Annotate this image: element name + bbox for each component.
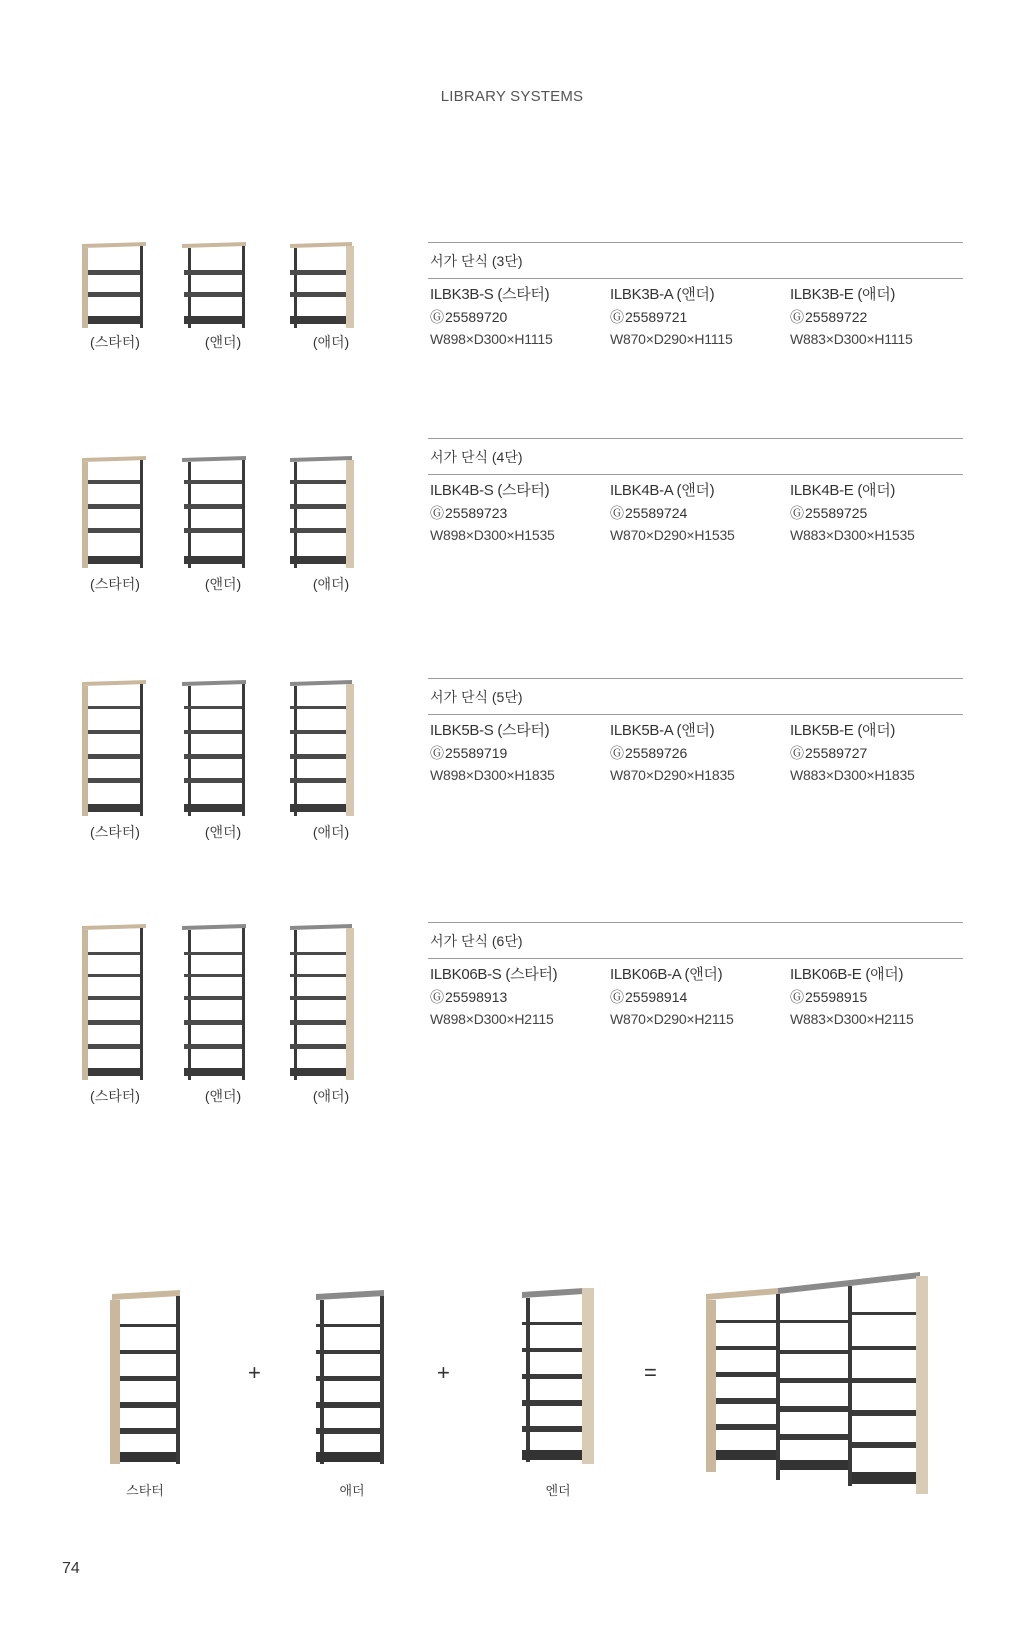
shelf-ender-6-image <box>180 922 252 1084</box>
caption-adder: (애더) <box>312 334 350 350</box>
shelf-thumbnail-adder <box>288 678 378 820</box>
caption-starter: (스타터) <box>90 1088 140 1104</box>
product-starter <box>430 964 610 1030</box>
caption-starter: (스타터) <box>90 576 140 592</box>
top-rule <box>428 438 963 439</box>
shelf-thumbnail-starter <box>78 678 168 820</box>
combo-ender-image <box>520 1284 596 1468</box>
product-code: Ⓖ25589727 <box>790 745 868 761</box>
plus-sign: + <box>248 1360 261 1385</box>
shelf-thumbnail-adder <box>288 240 378 332</box>
bottom-rule <box>428 278 963 279</box>
product-name: ILBK5B-E (애더) <box>790 722 896 739</box>
product-code: Ⓖ25598915 <box>790 989 868 1005</box>
product-dimensions: W870×D290×H1835 <box>610 767 735 783</box>
shelf-starter-5-image <box>78 678 150 820</box>
g-mark-icon: Ⓖ <box>790 745 804 761</box>
product-adder <box>790 720 970 786</box>
shelf-starter-4-image <box>78 454 150 572</box>
product-dimensions: W898×D300×H1835 <box>430 767 555 783</box>
g-mark-icon: Ⓖ <box>790 309 804 325</box>
product-starter <box>430 284 610 350</box>
product-name: ILBK4B-S (스타터) <box>430 482 550 499</box>
product-adder <box>790 284 970 350</box>
product-name: ILBK3B-S (스타터) <box>430 286 550 303</box>
combo-assembled-image <box>704 1270 934 1502</box>
combo-caption-adder: 애더 <box>339 1483 365 1498</box>
shelf-thumbnail-adder <box>288 922 378 1084</box>
product-dimensions: W870×D290×H1535 <box>610 527 735 543</box>
g-mark-icon: Ⓖ <box>430 989 444 1005</box>
product-code: Ⓖ25598914 <box>610 989 688 1005</box>
product-dimensions: W883×D300×H1835 <box>790 767 915 783</box>
shelf-thumbnail-starter <box>78 922 168 1084</box>
shelf-ender-5-image <box>180 678 252 820</box>
shelf-thumbnail-starter <box>78 454 168 572</box>
product-dimensions: W883×D300×H1115 <box>790 331 913 347</box>
product-code: Ⓖ25589726 <box>610 745 688 761</box>
top-rule <box>428 922 963 923</box>
product-code: Ⓖ25589724 <box>610 505 688 521</box>
caption-ender: (앤더) <box>204 1088 242 1104</box>
product-name: ILBK4B-A (앤더) <box>610 482 715 499</box>
shelf-thumbnail-ender <box>180 922 270 1084</box>
bottom-rule <box>428 958 963 959</box>
top-rule <box>428 242 963 243</box>
product-dimensions: W883×D300×H1535 <box>790 527 915 543</box>
product-ender <box>610 720 790 786</box>
shelf-starter-6-image <box>78 922 150 1084</box>
caption-ender: (앤더) <box>204 576 242 592</box>
caption-adder: (애더) <box>312 576 350 592</box>
section-6-tier <box>0 922 1024 1112</box>
product-name: ILBK5B-A (앤더) <box>610 722 715 739</box>
combo-starter-image <box>108 1288 184 1468</box>
product-name: ILBK3B-E (애더) <box>790 286 896 303</box>
product-ender <box>610 964 790 1030</box>
product-name: ILBK5B-S (스타터) <box>430 722 550 739</box>
g-mark-icon: Ⓖ <box>610 989 624 1005</box>
section-title: 서가 단식 (5단) <box>430 689 523 705</box>
shelf-thumbnail-adder <box>288 454 378 572</box>
combination-illustration <box>0 1270 1024 1520</box>
combo-caption-ender: 엔더 <box>545 1483 571 1498</box>
product-adder <box>790 964 970 1030</box>
shelf-thumbnail-ender <box>180 454 270 572</box>
product-adder <box>790 480 970 546</box>
product-code: Ⓖ25589720 <box>430 309 508 325</box>
g-mark-icon: Ⓖ <box>430 505 444 521</box>
shelf-thumbnail-ender <box>180 678 270 820</box>
caption-ender: (앤더) <box>204 334 242 350</box>
product-dimensions: W898×D300×H1535 <box>430 527 555 543</box>
section-title: 서가 단식 (4단) <box>430 449 523 465</box>
product-code: Ⓖ25589719 <box>430 745 508 761</box>
product-dimensions: W898×D300×H2115 <box>430 1011 554 1027</box>
shelf-adder-5-image <box>288 678 360 820</box>
section-title: 서가 단식 (3단) <box>430 253 523 269</box>
caption-adder: (애더) <box>312 824 350 840</box>
top-rule <box>428 678 963 679</box>
bottom-rule <box>428 714 963 715</box>
g-mark-icon: Ⓖ <box>790 505 804 521</box>
combo-caption-starter: 스타터 <box>126 1483 164 1498</box>
product-ender <box>610 284 790 350</box>
shelf-thumbnail-starter <box>78 240 168 332</box>
equals-sign: = <box>644 1360 657 1385</box>
g-mark-icon: Ⓖ <box>790 989 804 1005</box>
shelf-adder-6-image <box>288 922 360 1084</box>
combo-starter <box>108 1288 184 1473</box>
shelf-ender-4-image <box>180 454 252 572</box>
g-mark-icon: Ⓖ <box>610 309 624 325</box>
product-starter <box>430 480 610 546</box>
product-code: Ⓖ25589725 <box>790 505 868 521</box>
product-ender <box>610 480 790 546</box>
g-mark-icon: Ⓖ <box>430 745 444 761</box>
product-code: Ⓖ25598913 <box>430 989 508 1005</box>
product-name: ILBK06B-E (애더) <box>790 966 904 983</box>
g-mark-icon: Ⓖ <box>610 505 624 521</box>
section-title: 서가 단식 (6단) <box>430 933 523 949</box>
combo-assembled <box>704 1270 934 1507</box>
product-dimensions: W870×D290×H2115 <box>610 1011 734 1027</box>
product-dimensions: W883×D300×H2115 <box>790 1011 914 1027</box>
section-4-tier <box>0 449 1024 604</box>
product-code: Ⓖ25589722 <box>790 309 868 325</box>
shelf-adder-3-image <box>288 240 360 332</box>
combo-ender <box>520 1284 596 1473</box>
product-starter <box>430 720 610 786</box>
product-dimensions: W898×D300×H1115 <box>430 331 553 347</box>
shelf-adder-4-image <box>288 454 360 572</box>
g-mark-icon: Ⓖ <box>430 309 444 325</box>
page-number: 74 <box>62 1560 80 1577</box>
caption-adder: (애더) <box>312 1088 350 1104</box>
shelf-ender-3-image <box>180 240 252 332</box>
caption-ender: (앤더) <box>204 824 242 840</box>
shelf-starter-3-image <box>78 240 150 332</box>
bottom-rule <box>428 474 963 475</box>
caption-starter: (스타터) <box>90 334 140 350</box>
combo-adder-image <box>314 1288 390 1468</box>
product-code: Ⓖ25589721 <box>610 309 688 325</box>
plus-sign: + <box>437 1360 450 1385</box>
section-3-tier <box>0 240 1024 380</box>
caption-starter: (스타터) <box>90 824 140 840</box>
product-name: ILBK06B-A (앤더) <box>610 966 723 983</box>
shelf-thumbnail-ender <box>180 240 270 332</box>
section-5-tier <box>0 678 1024 848</box>
page-header-title: LIBRARY SYSTEMS <box>440 88 584 105</box>
product-code: Ⓖ25589723 <box>430 505 508 521</box>
combo-adder <box>314 1288 390 1473</box>
g-mark-icon: Ⓖ <box>610 745 624 761</box>
product-name: ILBK06B-S (스타터) <box>430 966 558 983</box>
product-name: ILBK3B-A (앤더) <box>610 286 715 303</box>
product-dimensions: W870×D290×H1115 <box>610 331 733 347</box>
product-name: ILBK4B-E (애더) <box>790 482 896 499</box>
